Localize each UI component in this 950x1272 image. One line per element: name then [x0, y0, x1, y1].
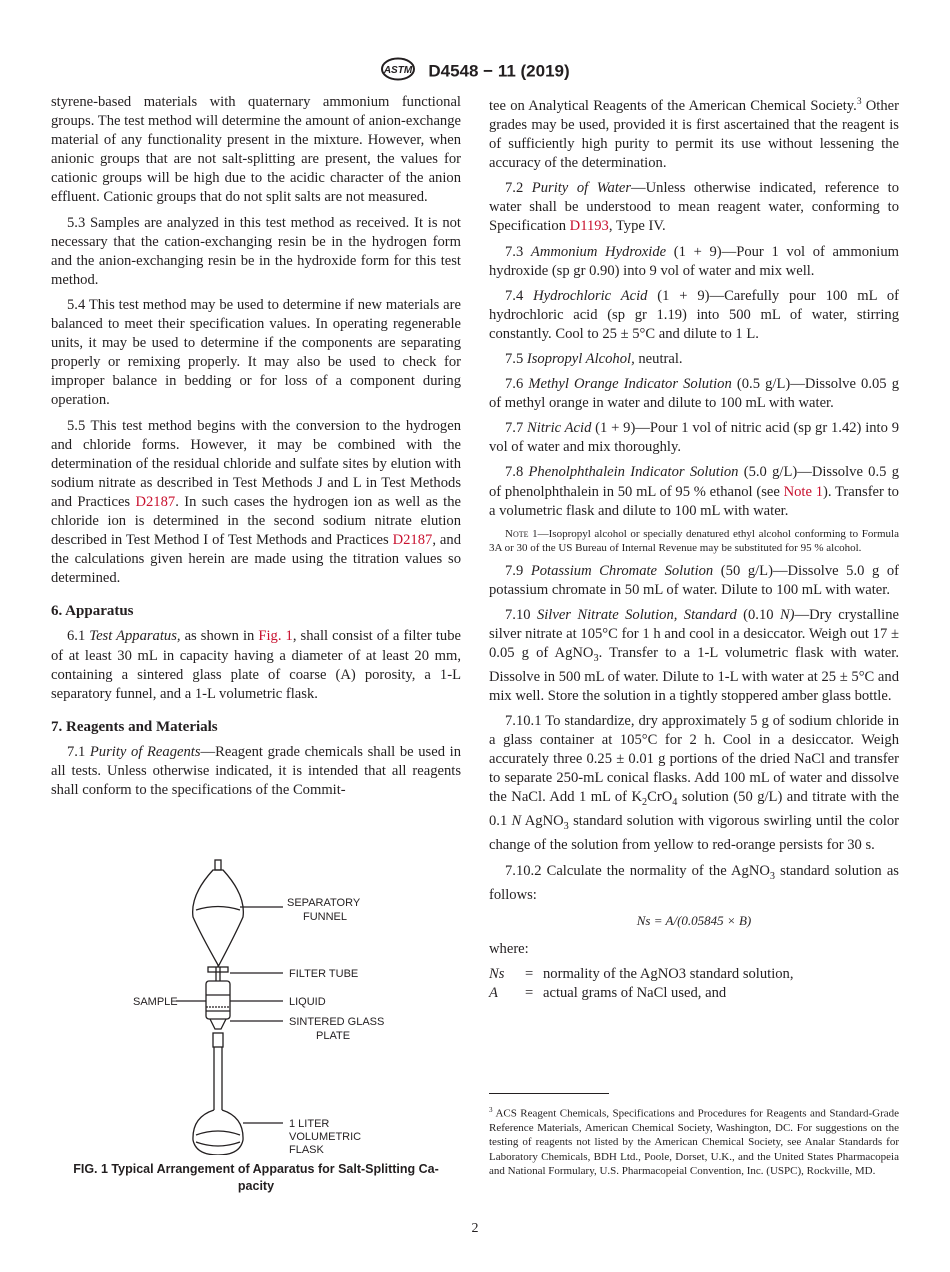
paragraph-5-5: 5.5 This test method begins with the conversion to the hydrogen and chloride forms. However, it may be combined with the determination of the residual chloride and sulfate sites by elution with sodium nitrate as described in Test Methods J and L in Test Methods and Practices D2187. In such cases the hydrogen ion as well as the chloride ion is determined in the second sodium nitrate elution described in Test Method I of Test Methods and Practices D2187, and the calculations given herein are made using the titration values so determined.: [51, 417, 461, 587]
paragraph-6-1: 6.1 Test Apparatus, as shown in Fig. 1, shall consist of a filter tube of at least 30 mL in capacity having a diameter of at least 20 mm, containing a sintered glass plate of coarse (A) porosity, a 1-L separatory funnel, and a 1-L volumetric flask.: [51, 628, 461, 702]
label-sintered-glass-plate: PLATE: [316, 1030, 351, 1042]
paragraph-5-4: 5.4 This test method may be used to determine if new materials are balanced to meet their specification values. In operating regenerable units, it may be used to determine if the components are separating properly or remixing properly. It may also be used to check for improper balance in bedding or for loss of a component during operation.: [51, 296, 461, 409]
footnote-3: $^3$ ACS Reagent Chemicals, Specifications and Procedures for Reagents and Standard-Grade Reference Materials, American Chemical Society, Washington, DC. For suggestions on the testing of reagents not listed by the American Chemical Society, see Analar Standards for Laboratory Chemicals, BDH Ltd., Poole, Dorset, U.K., and the United States Pharmacopeia and National Formulary, U.S. Pharmacopeial Convention, Inc. (USPC), Rockville, MD.: [489, 1106, 899, 1178]
paragraph-5-3: 5.3 Samples are analyzed in this test method as received. It is not necessary that the cation-exchanging resin be in the hydrogen form and the anion-exchanging resin be in the hydroxide form for this test method.: [51, 214, 461, 288]
where-label: where:: [489, 940, 529, 957]
paragraph-7-4: 7.4 Hydrochloric Acid (1 + 9)—Carefully pour 100 mL of hydrochloric acid (sp gr 1.19) into 500 mL of water, stirring constantly. Cool to 25 ± 5°C and dilute to 1 L.: [489, 287, 900, 342]
paragraph-7-7: 7.7 Nitric Acid (1 + 9)—Pour 1 vol of nitric acid (sp gr 1.42) into 9 vol of water and mix thoroughly.: [489, 420, 899, 456]
label-filter-tube: FILTER TUBE: [289, 968, 359, 980]
label-separatory-funnel: SEPARATORY: [287, 897, 361, 909]
paragraph-7-6: 7.6 Methyl Orange Indicator Solution (0.5 g/L)—Dissolve 0.05 g of methyl orange in water and dilute to 100 mL with water.: [489, 376, 899, 412]
label-liquid: LIQUID: [289, 996, 326, 1008]
page-number: 2: [471, 1221, 479, 1236]
paragraph-7-1: 7.1 Purity of Reagents—Reagent grade chemicals shall be used in all tests. Unless otherwise indicated, it is intended that all reagents shall conform to the specifications of the Commit-: [51, 743, 461, 799]
definition-row: A = actual grams of NaCl used, and: [489, 984, 727, 1001]
normality-equation: Ns = A/(0.05845 × B): [636, 912, 752, 928]
paragraph-7-3: 7.3 Ammonium Hydroxide (1 + 9)—Pour 1 vol of ammonium hydroxide (sp gr 0.90) into 9 vol of water and mix well.: [489, 243, 900, 279]
label-volumetric-flask: 1 LITER: [289, 1118, 330, 1130]
page-header: [0, 57, 950, 86]
label-separatory-funnel: FUNNEL: [303, 911, 348, 923]
note-1: Note 1—Isopropyl alcohol or specially denatured ethyl alcohol conforming to Formula 3A or 30 of the US Bureau of Internal Revenue may be substituted for 95 % alcohol.: [489, 527, 899, 555]
footnote-divider: [489, 1093, 609, 1094]
figure-caption: FIG. 1 Typical Arrangement of Apparatus for Salt-Splitting Ca- pacity: [73, 1162, 439, 1193]
paragraph-7-8: 7.8 Phenolphthalein Indicator Solution (5.0 g/L)—Dissolve 0.5 g of phenolphthalein in 50 mL of 95 % ethanol (see Note 1). Transfer to a volumetric flask and dilute to 100 mL with water.: [489, 464, 899, 519]
paragraph-5-2-continued: styrene-based materials with quaternary ammonium functional groups. The test method will determine the amount of anion-exchange material of any functionality present in the mixture. However, when anionic groups that are not salt-splitting are present, the values for cationic groups will be high due to the acidic character of the anion effluent. Cationic groups that do not split salts are not measured.: [51, 94, 461, 206]
section-heading-reagents: 7. Reagents and Materials: [51, 718, 218, 735]
link-d2187[interactable]: D2187: [392, 532, 433, 549]
document-designation: D4548 − 11 (2019): [428, 61, 570, 81]
paragraph-7-5: 7.5 Isopropyl Alcohol, neutral.: [505, 350, 683, 367]
apparatus-figure: [120, 855, 420, 1155]
astm-logo-icon: [380, 57, 416, 86]
right-column: [489, 93, 899, 1003]
label-sintered-glass-plate: SINTERED GLASS: [289, 1016, 385, 1028]
paragraph-7-9: 7.9 Potassium Chromate Solution (50 g/L)—Dissolve 5.0 g of potassium chromate in 50 mL of water. Dilute to 100 mL with water.: [489, 562, 899, 598]
paragraph-7-10: 7.10 Silver Nitrate Solution, Standard (0.10 N)—Dry crystalline silver nitrate at 105°C for 1 h and cool in a desiccator. Weigh out 17 ± 0.05 g of AgNO$_3$. Transfer to a 1-L volumetric flask with water. Dissolve in 500 mL of water. Dilute to 1-L with water at 25 ± 5°C and mix well. Store the solution in a tightly stoppered amber glass bottle.: [489, 606, 900, 705]
paragraph-7-1-continued: tee on Analytical Reagents of the American Chemical Society.$^3$ Other grades may be used, provided it is first ascertained that the reagent is of sufficiently high purity to permit its use without lessening the accuracy of the determination.: [489, 97, 899, 172]
label-volumetric-flask: FLASK: [289, 1144, 324, 1155]
link-d2187[interactable]: D2187: [135, 493, 176, 510]
link-note-1[interactable]: Note 1: [783, 483, 823, 500]
label-sample: SAMPLE: [133, 996, 178, 1008]
definition-row: Ns = normality of the AgNO3 standard solution,: [489, 965, 794, 982]
link-fig-1[interactable]: Fig. 1: [258, 628, 293, 645]
paragraph-7-10-2: 7.10.2 Calculate the normality of the AgNO$_3$ standard solution as follows:: [489, 862, 899, 903]
paragraph-7-10-1: 7.10.1 To standardize, dry approximately 5 g of sodium chloride in a glass container at 105°C for 2 h. Cool in a desiccator. Weigh accurately three 0.25 ± 0.01 g portions of the dried NaCl and transfer to separate 250-mL conical flasks. Add 100 mL of water and dissolve the NaCl. Add 1 mL of $K_2CrO_4$ solution (50 g/L) and titrate with the 0.1 N AgNO$_3$ standard solution with vigorous swirling until the color change of the solution from yellow to red-orange persists for 30 s.: [489, 713, 899, 854]
label-volumetric-flask: VOLUMETRIC: [289, 1131, 362, 1143]
svg-text:ASTM: ASTM: [384, 65, 413, 76]
paragraph-7-2: 7.2 Purity of Water—Unless otherwise indicated, reference to water shall be understood to mean reagent water, conforming to Specification D1193, Type IV.: [489, 180, 900, 235]
link-d1193[interactable]: D1193: [569, 218, 609, 235]
left-column: [51, 93, 461, 806]
footnote-ref[interactable]: 3: [856, 97, 862, 107]
section-heading-apparatus: 6. Apparatus: [51, 603, 134, 620]
